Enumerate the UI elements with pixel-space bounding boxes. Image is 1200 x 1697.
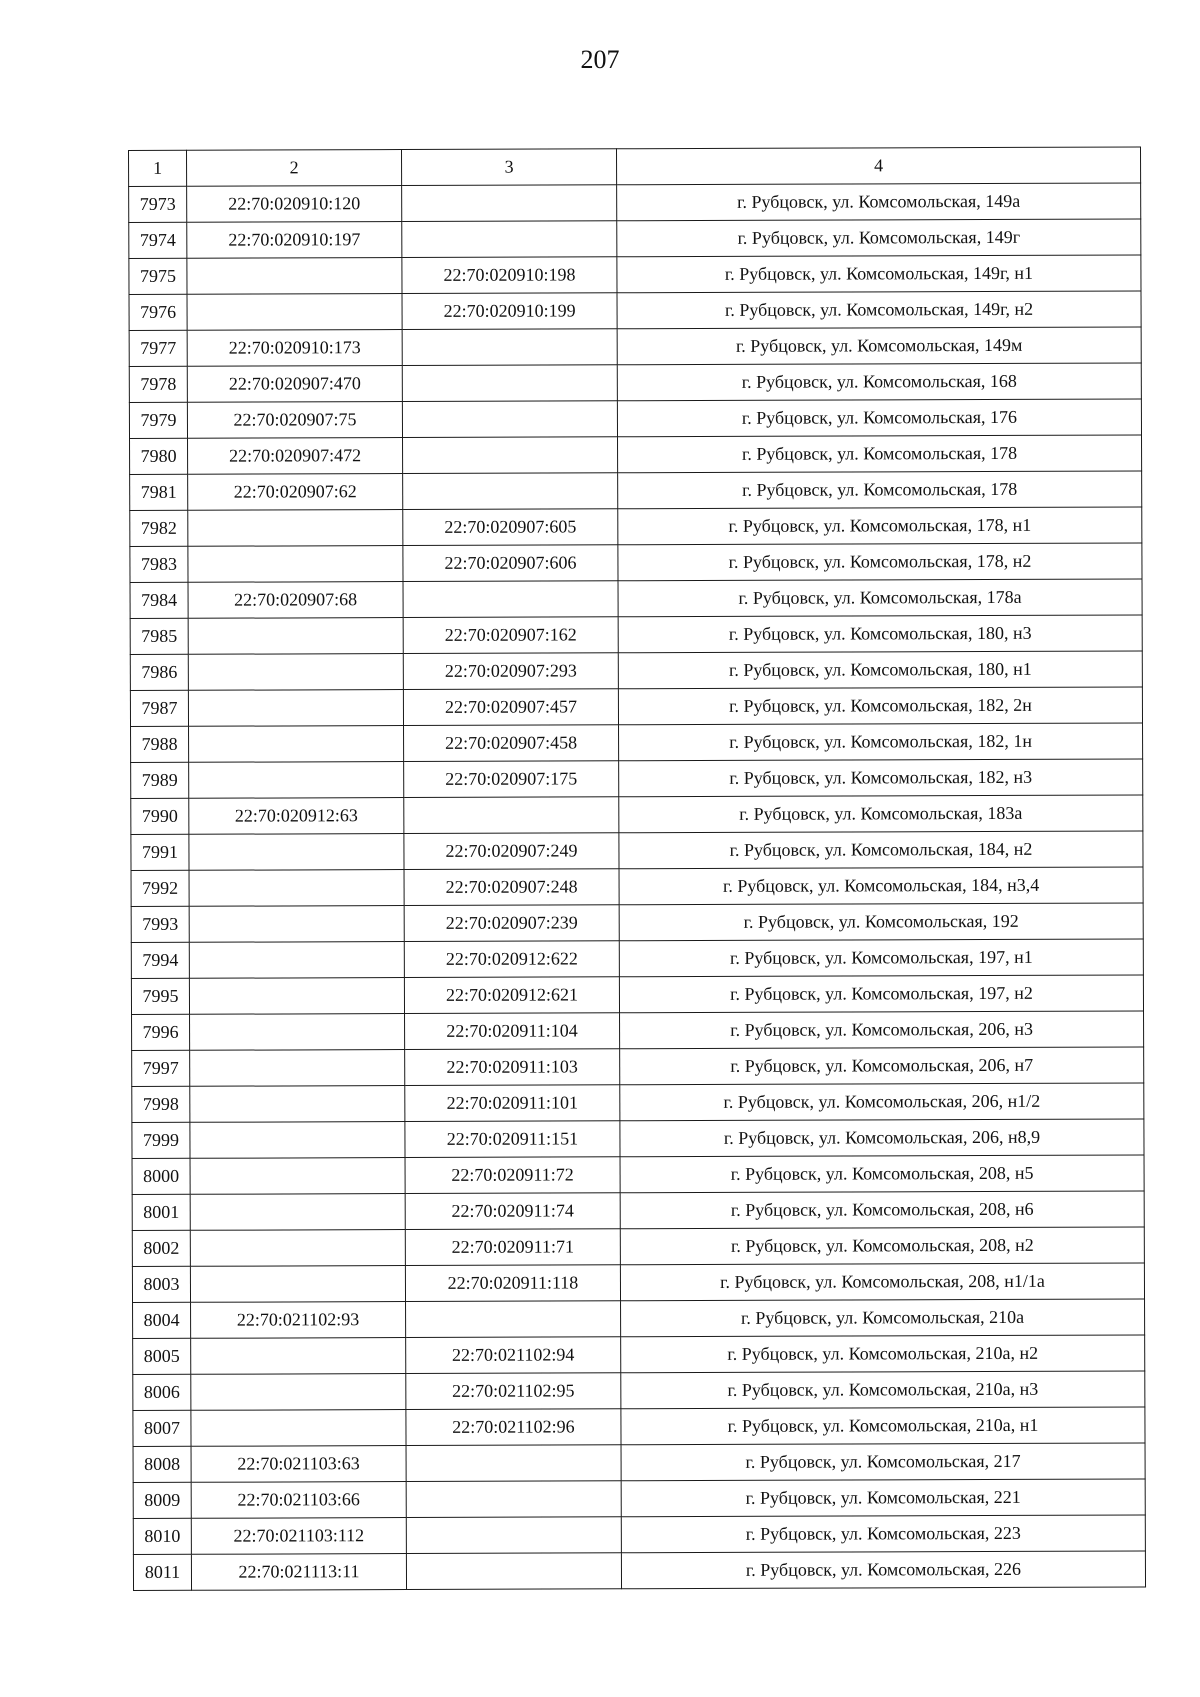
address-cell: г. Рубцовск, ул. Комсомольская, 178, н1 — [618, 507, 1142, 545]
row-number-cell: 7981 — [130, 474, 188, 510]
cadastral-number-cell — [190, 1266, 405, 1303]
table-row — [130, 579, 1142, 619]
premises-cadastral-number-cell: 22:70:021102:94 — [406, 1337, 621, 1374]
table-row — [131, 723, 1143, 763]
premises-cadastral-number-cell: 22:70:020907:458 — [404, 725, 619, 762]
premises-cadastral-number-cell — [403, 581, 618, 618]
address-cell: г. Рубцовск, ул. Комсомольская, 180, н3 — [618, 615, 1142, 653]
address-cell: г. Рубцовск, ул. Комсомольская, 149г, н1 — [617, 255, 1141, 293]
address-cell: г. Рубцовск, ул. Комсомольская, 206, н7 — [620, 1047, 1144, 1085]
cadastral-number-cell — [190, 1194, 405, 1231]
cadastral-number-cell — [189, 906, 404, 943]
premises-cadastral-number-cell: 22:70:020911:104 — [405, 1013, 620, 1050]
cadastral-number-cell — [188, 510, 403, 547]
cadastral-number-cell: 22:70:021102:93 — [191, 1302, 406, 1339]
row-number-cell: 8004 — [133, 1302, 191, 1338]
cadastral-number-cell: 22:70:020910:197 — [187, 222, 402, 259]
premises-cadastral-number-cell — [402, 329, 617, 366]
premises-cadastral-number-cell: 22:70:021102:95 — [406, 1373, 621, 1410]
address-cell: г. Рубцовск, ул. Комсомольская, 206, н1/2 — [620, 1083, 1144, 1121]
premises-cadastral-number-cell: 22:70:020912:622 — [404, 941, 619, 978]
row-number-cell: 7986 — [130, 654, 188, 690]
page-number: 207 — [580, 45, 620, 74]
row-number-cell: 7975 — [129, 258, 187, 294]
table-row — [132, 1047, 1144, 1087]
premises-cadastral-number-cell: 22:70:020912:621 — [404, 977, 619, 1014]
table-row — [130, 471, 1142, 511]
cadastral-number-cell — [191, 1338, 406, 1375]
address-cell: г. Рубцовск, ул. Комсомольская, 178а — [618, 579, 1142, 617]
premises-cadastral-number-cell: 22:70:020911:103 — [405, 1049, 620, 1086]
premises-cadastral-number-cell — [404, 797, 619, 834]
address-cell: г. Рубцовск, ул. Комсомольская, 197, н2 — [619, 975, 1143, 1013]
cadastral-number-cell: 22:70:020907:470 — [187, 366, 402, 403]
row-number-cell: 8007 — [133, 1410, 191, 1446]
address-cell: г. Рубцовск, ул. Комсомольская, 217 — [621, 1443, 1145, 1481]
column-header-4: 4 — [616, 147, 1140, 185]
address-cell: г. Рубцовск, ул. Комсомольская, 182, н3 — [619, 759, 1143, 797]
premises-cadastral-number-cell: 22:70:020911:72 — [405, 1157, 620, 1194]
premises-cadastral-number-cell — [402, 185, 617, 222]
table-row — [129, 255, 1141, 295]
address-cell: г. Рубцовск, ул. Комсомольская, 210а — [621, 1299, 1145, 1337]
address-cell: г. Рубцовск, ул. Комсомольская, 149г, н2 — [617, 291, 1141, 329]
table-row — [129, 363, 1141, 403]
row-number-cell: 7980 — [130, 438, 188, 474]
cadastral-number-cell — [189, 942, 404, 979]
row-number-cell: 7998 — [132, 1086, 190, 1122]
address-cell: г. Рубцовск, ул. Комсомольская, 221 — [621, 1479, 1145, 1517]
row-number-cell: 7999 — [132, 1122, 190, 1158]
row-number-cell: 7990 — [131, 798, 189, 834]
cadastral-number-cell: 22:70:020907:75 — [187, 402, 402, 439]
table-row — [132, 1263, 1144, 1303]
cadastral-number-cell: 22:70:021103:112 — [191, 1518, 406, 1555]
table-row — [133, 1299, 1145, 1339]
address-cell: г. Рубцовск, ул. Комсомольская, 184, н3,4 — [619, 867, 1143, 905]
row-number-cell: 7993 — [131, 906, 189, 942]
cadastral-number-cell — [190, 1086, 405, 1123]
premises-cadastral-number-cell — [406, 1301, 621, 1338]
premises-cadastral-number-cell — [406, 1553, 621, 1590]
table-row — [132, 1155, 1144, 1195]
cadastral-number-cell — [187, 258, 402, 295]
address-cell: г. Рубцовск, ул. Комсомольская, 208, н2 — [620, 1227, 1144, 1265]
premises-cadastral-number-cell — [402, 365, 617, 402]
address-cell: г. Рубцовск, ул. Комсомольская, 206, н8,9 — [620, 1119, 1144, 1157]
cadastral-number-cell: 22:70:021103:63 — [191, 1446, 406, 1483]
table-row — [130, 435, 1142, 475]
table-row — [132, 1011, 1144, 1051]
table-row — [130, 651, 1142, 691]
premises-cadastral-number-cell — [406, 1445, 621, 1482]
address-cell: г. Рубцовск, ул. Комсомольская, 208, н6 — [620, 1191, 1144, 1229]
address-cell: г. Рубцовск, ул. Комсомольская, 184, н2 — [619, 831, 1143, 869]
address-cell: г. Рубцовск, ул. Комсомольская, 176 — [617, 399, 1141, 437]
column-header-1: 1 — [129, 150, 187, 186]
table-row — [129, 327, 1141, 367]
table-row — [133, 1443, 1145, 1483]
premises-cadastral-number-cell: 22:70:020907:162 — [403, 617, 618, 654]
cadastral-number-cell — [188, 690, 403, 727]
address-cell: г. Рубцовск, ул. Комсомольская, 178 — [618, 435, 1142, 473]
row-number-cell: 7979 — [129, 402, 187, 438]
row-number-cell: 8001 — [132, 1194, 190, 1230]
table-row — [133, 1515, 1145, 1555]
cadastral-number-cell: 22:70:020907:68 — [188, 582, 403, 619]
header-row — [129, 147, 1141, 187]
address-cell: г. Рубцовск, ул. Комсомольская, 208, н1/1а — [620, 1263, 1144, 1301]
premises-cadastral-number-cell: 22:70:020910:199 — [402, 293, 617, 330]
address-cell: г. Рубцовск, ул. Комсомольская, 226 — [621, 1551, 1145, 1589]
cadastral-number-cell — [188, 546, 403, 583]
premises-cadastral-number-cell: 22:70:020907:606 — [403, 545, 618, 582]
table-row — [133, 1407, 1145, 1447]
row-number-cell: 7976 — [129, 294, 187, 330]
column-header-2: 2 — [187, 150, 402, 187]
row-number-cell: 7977 — [129, 330, 187, 366]
premises-cadastral-number-cell: 22:70:020907:457 — [403, 689, 618, 726]
premises-cadastral-number-cell — [402, 401, 617, 438]
address-cell: г. Рубцовск, ул. Комсомольская, 197, н1 — [619, 939, 1143, 977]
cadastral-number-cell — [187, 294, 402, 331]
row-number-cell: 7997 — [132, 1050, 190, 1086]
row-number-cell: 8010 — [133, 1518, 191, 1554]
address-cell: г. Рубцовск, ул. Комсомольская, 208, н5 — [620, 1155, 1144, 1193]
table-row — [131, 939, 1143, 979]
table-row — [133, 1479, 1145, 1519]
table-row — [132, 1083, 1144, 1123]
row-number-cell: 8000 — [132, 1158, 190, 1194]
table-row — [133, 1551, 1145, 1591]
address-cell: г. Рубцовск, ул. Комсомольская, 178, н2 — [618, 543, 1142, 581]
row-number-cell: 7992 — [131, 870, 189, 906]
premises-cadastral-number-cell — [402, 221, 617, 258]
cadastral-number-cell — [190, 1122, 405, 1159]
row-number-cell: 7974 — [129, 222, 187, 258]
row-number-cell: 7983 — [130, 546, 188, 582]
table-row — [133, 1371, 1145, 1411]
premises-cadastral-number-cell: 22:70:020907:239 — [404, 905, 619, 942]
cadastral-number-cell — [190, 1230, 405, 1267]
row-number-cell: 7987 — [130, 690, 188, 726]
cadastral-number-cell: 22:70:020907:62 — [188, 474, 403, 511]
row-number-cell: 7988 — [131, 726, 189, 762]
premises-cadastral-number-cell: 22:70:020907:293 — [403, 653, 618, 690]
table-row — [131, 867, 1143, 907]
table-row — [131, 903, 1143, 943]
cadastral-number-cell: 22:70:020910:173 — [187, 330, 402, 367]
row-number-cell: 7995 — [131, 978, 189, 1014]
premises-cadastral-number-cell — [406, 1517, 621, 1554]
table-body — [129, 183, 1146, 1591]
premises-cadastral-number-cell: 22:70:021102:96 — [406, 1409, 621, 1446]
cadastral-number-cell — [190, 1014, 405, 1051]
cadastral-number-cell — [191, 1374, 406, 1411]
table-row — [132, 1119, 1144, 1159]
column-header-3: 3 — [402, 149, 617, 186]
premises-cadastral-number-cell: 22:70:020907:605 — [403, 509, 618, 546]
address-cell: г. Рубцовск, ул. Комсомольская, 210а, н1 — [621, 1407, 1145, 1445]
row-number-cell: 8009 — [133, 1482, 191, 1518]
table-row — [132, 1227, 1144, 1267]
premises-cadastral-number-cell: 22:70:020907:249 — [404, 833, 619, 870]
address-cell: г. Рубцовск, ул. Комсомольская, 180, н1 — [618, 651, 1142, 689]
cadastral-number-cell: 22:70:020912:63 — [189, 798, 404, 835]
premises-cadastral-number-cell: 22:70:020911:151 — [405, 1121, 620, 1158]
premises-cadastral-number-cell — [406, 1481, 621, 1518]
table-row — [130, 615, 1142, 655]
table-row — [131, 831, 1143, 871]
row-number-cell: 8005 — [133, 1338, 191, 1374]
premises-cadastral-number-cell: 22:70:020911:71 — [405, 1229, 620, 1266]
row-number-cell: 7991 — [131, 834, 189, 870]
premises-cadastral-number-cell: 22:70:020907:175 — [404, 761, 619, 798]
address-cell: г. Рубцовск, ул. Комсомольская, 206, н3 — [620, 1011, 1144, 1049]
table-row — [130, 507, 1142, 547]
table-row — [131, 795, 1143, 835]
address-cell: г. Рубцовск, ул. Комсомольская, 182, 2н — [618, 687, 1142, 725]
address-cell: г. Рубцовск, ул. Комсомольская, 210а, н2 — [621, 1335, 1145, 1373]
address-cell: г. Рубцовск, ул. Комсомольская, 182, 1н — [619, 723, 1143, 761]
row-number-cell: 7996 — [132, 1014, 190, 1050]
row-number-cell: 8011 — [133, 1554, 191, 1590]
address-cell: г. Рубцовск, ул. Комсомольская, 149м — [617, 327, 1141, 365]
cadastral-number-cell: 22:70:021113:11 — [191, 1554, 406, 1591]
premises-cadastral-number-cell: 22:70:020911:101 — [405, 1085, 620, 1122]
row-number-cell: 8008 — [133, 1446, 191, 1482]
row-number-cell: 8003 — [132, 1266, 190, 1302]
row-number-cell: 8002 — [132, 1230, 190, 1266]
row-number-cell: 7973 — [129, 186, 187, 222]
table-row — [129, 291, 1141, 331]
address-cell: г. Рубцовск, ул. Комсомольская, 149г — [617, 219, 1141, 257]
cadastral-number-cell — [190, 1050, 405, 1087]
row-number-cell: 7984 — [130, 582, 188, 618]
cadastral-number-cell — [189, 834, 404, 871]
premises-cadastral-number-cell — [403, 437, 618, 474]
cadastral-number-cell — [190, 1158, 405, 1195]
address-cell: г. Рубцовск, ул. Комсомольская, 210а, н3 — [621, 1371, 1145, 1409]
row-number-cell: 7978 — [129, 366, 187, 402]
cadastral-number-cell — [188, 654, 403, 691]
table-row — [130, 687, 1142, 727]
table-row — [131, 975, 1143, 1015]
table-row — [129, 399, 1141, 439]
cadastral-number-cell — [189, 870, 404, 907]
cadastral-number-cell: 22:70:021103:66 — [191, 1482, 406, 1519]
address-cell: г. Рубцовск, ул. Комсомольская, 183а — [619, 795, 1143, 833]
table-row — [133, 1335, 1145, 1375]
table-row — [132, 1191, 1144, 1231]
address-cell: г. Рубцовск, ул. Комсомольская, 168 — [617, 363, 1141, 401]
premises-cadastral-number-cell: 22:70:020911:74 — [405, 1193, 620, 1230]
table-row — [129, 183, 1141, 223]
address-cell: г. Рубцовск, ул. Комсомольская, 149а — [617, 183, 1141, 221]
table-row — [131, 759, 1143, 799]
cadastral-number-cell — [189, 726, 404, 763]
premises-cadastral-number-cell: 22:70:020907:248 — [404, 869, 619, 906]
premises-cadastral-number-cell: 22:70:020911:118 — [405, 1265, 620, 1302]
row-number-cell: 8006 — [133, 1374, 191, 1410]
address-cell: г. Рубцовск, ул. Комсомольская, 178 — [618, 471, 1142, 509]
cadastral-number-cell — [188, 618, 403, 655]
premises-cadastral-number-cell — [403, 473, 618, 510]
cadastral-number-cell: 22:70:020907:472 — [188, 438, 403, 475]
row-number-cell: 7985 — [130, 618, 188, 654]
row-number-cell: 7989 — [131, 762, 189, 798]
registry-table — [128, 146, 1146, 1591]
cadastral-number-cell — [189, 978, 404, 1015]
premises-cadastral-number-cell: 22:70:020910:198 — [402, 257, 617, 294]
table-row — [130, 543, 1142, 583]
table-row — [129, 219, 1141, 259]
cadastral-number-cell — [189, 762, 404, 799]
row-number-cell: 7982 — [130, 510, 188, 546]
row-number-cell: 7994 — [131, 942, 189, 978]
address-cell: г. Рубцовск, ул. Комсомольская, 223 — [621, 1515, 1145, 1553]
address-cell: г. Рубцовск, ул. Комсомольская, 192 — [619, 903, 1143, 941]
cadastral-number-cell: 22:70:020910:120 — [187, 186, 402, 223]
cadastral-number-cell — [191, 1410, 406, 1447]
